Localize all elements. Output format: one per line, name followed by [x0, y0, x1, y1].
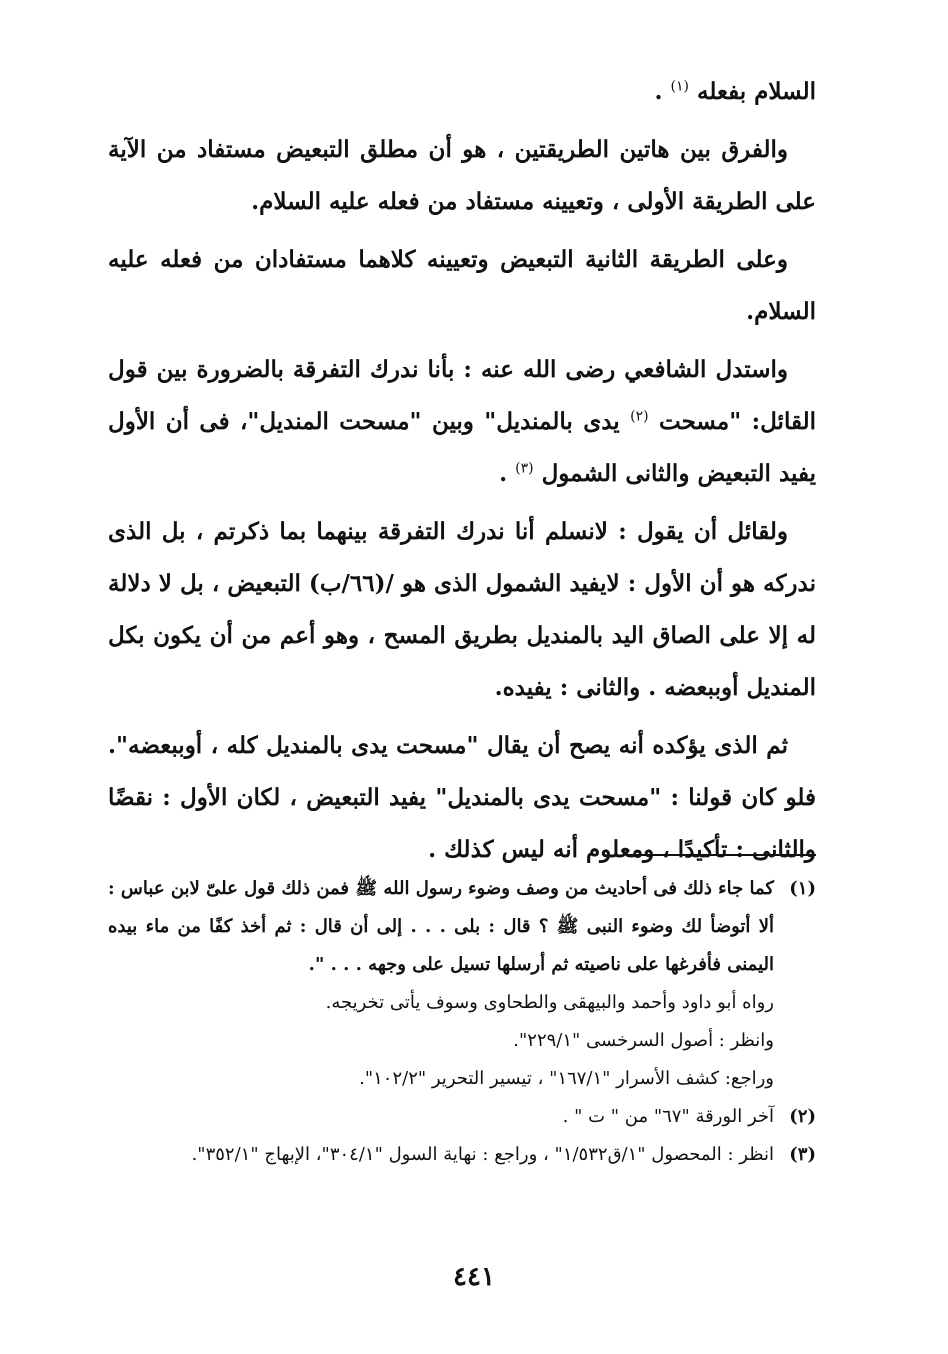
footnote-1-line-3: وانظر : أصول السرخسى "٢٢٩/١".	[513, 1030, 774, 1051]
footnote-1-text: كما جاء ذلك فى أحاديث من وصف وضوء رسول الله ﷺ فمن ذلك قول علىّ لابن عباس : ألا أتوضأ لك وضوء النبى ﷺ ؟ قال : بلى . . . إلى أن قال : ثم أخذ كفًا من ماء بيده اليمنى فأفرغها على ناصيته ثم أرسلها تسيل على وجهه . . . ".	[108, 878, 774, 975]
paragraph-6: ثم الذى يؤكده أنه يصح أن يقال "مسحت يدى بالمنديل كله ، أوببعضه". فلو كان قولنا : "مسحت يدى بالمنديل" يفيد التبعيض ، لكان الأول : نقضًا والثانى : تأكيدًا ، ومعلوم أنه ليس كذلك .	[108, 732, 816, 863]
footnote-2-text: آخر الورقة "٦٧" من " ت " .	[562, 1106, 774, 1127]
paragraph-4-part-b: يدى بالمنديل" وبين "مسحت المنديل"، فى أن الأول يفيد التبعيض والثانى الشمول	[108, 408, 816, 487]
paragraph-1-text: السلام بفعله	[697, 78, 816, 105]
paragraph-1	[108, 66, 816, 118]
footnote-3	[108, 1136, 816, 1174]
paragraph-2: والفرق بين هاتين الطريقتين ، هو أن مطلق التبعيض مستفاد من الآية على الطريقة الأولى ، وتعيينه مستفاد من فعله عليه السلام.	[108, 136, 816, 215]
footnote-ref-3[interactable]: (٣)	[515, 460, 534, 477]
footnote-divider	[628, 854, 816, 856]
footnote-ref-1[interactable]: (١)	[670, 78, 690, 95]
paragraph-4-end: .	[499, 460, 508, 487]
paragraph-5	[108, 506, 816, 714]
footnote-2	[108, 1098, 816, 1136]
footnote-1-number: (١)	[789, 878, 816, 899]
footnote-3-text: انظر : المحصول "١/ق١/٥٣٢" ، وراجع : نهاية السول "٣٠٤/١"، الإبهاج "٣٥٢/١".	[191, 1144, 774, 1165]
paragraph-4-part-a: واستدل الشافعي رضى الله عنه : بأنا ندرك التفرقة بالضرورة بين قول القائل: "مسحت	[108, 356, 816, 435]
footnotes	[108, 870, 816, 1174]
footnote-1	[108, 870, 816, 984]
footnote-1-line-4: وراجع: كشف الأسرار "١٦٧/١" ، تيسير التحرير "١٠٢/٢".	[359, 1068, 774, 1089]
paragraph-4	[108, 344, 816, 500]
paragraph-3: وعلى الطريقة الثانية التبعيض وتعيينه كلاهما مستفادان من فعله عليه السلام.	[108, 246, 816, 325]
footnote-3-number: (٣)	[789, 1144, 816, 1165]
page-number: ٤٤١	[453, 1262, 495, 1292]
footnote-1-line-2: رواه أبو داود وأحمد والبيهقى والطحاوى وسوف يأتى تخريجه.	[325, 992, 774, 1013]
paragraph-5-lead: ولقائل أن يقول :	[618, 518, 788, 545]
main-text	[108, 66, 816, 882]
footnote-ref-2[interactable]: (٢)	[630, 408, 649, 425]
footnote-2-number: (٢)	[789, 1106, 816, 1127]
paragraph-1-end: .	[654, 78, 663, 105]
paragraph-5-rest: لانسلم أنا ندرك التفرقة بينهما بما ذكرتم ، بل الذى ندركه هو أن الأول : لايفيد الشمول الذى هو /(٦٦/ب) التبعيض ، بل لا دلالة له إلا على الصاق اليد بالمنديل بطريق المسح ، وهو أعم من أن يكون بكل المنديل أوببعضه . والثانى : يفيده.	[108, 518, 816, 701]
